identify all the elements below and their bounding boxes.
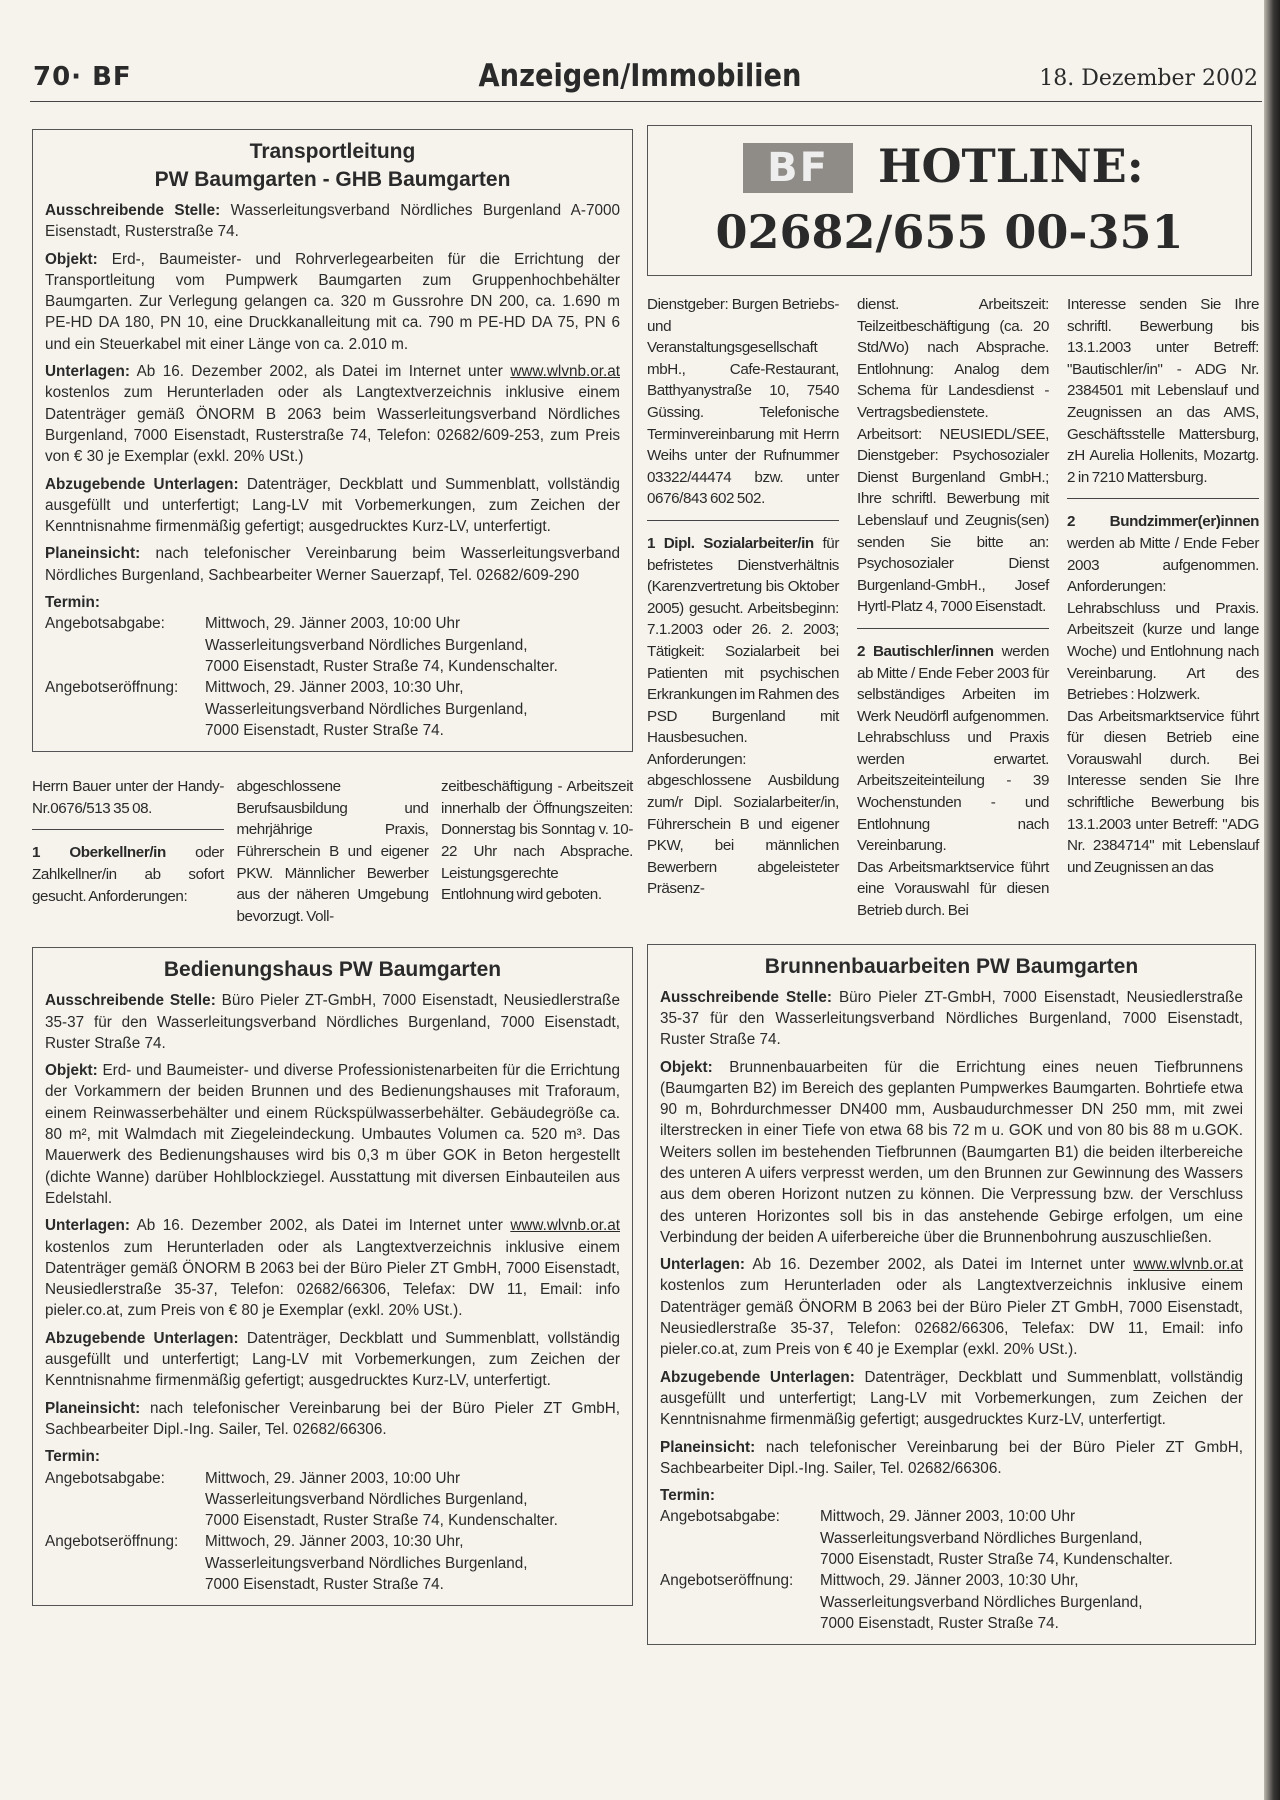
section-label: Abzugebende Unterlagen: — [660, 1368, 855, 1386]
section-text: Datenträger, Deckblatt und Summenblatt, vollständig ausgefüllt und unterfertigt; Lang-LV mit Vorbemerkungen, zum Zeichen der Kenntnisnahme firmenmäßig gefertigt; ausgedrucktes Kurz-LV, unterfertigt. — [660, 1368, 1244, 1429]
classified-column — [237, 776, 429, 927]
section-label: Ausschreibende Stelle: — [45, 202, 221, 219]
termin-row — [45, 1531, 620, 1595]
termin-row — [660, 1506, 1243, 1570]
section-text: kostenlos zum Herunterladen oder als Langtextverzeichnis inklusive einem Datenträger gemäß ÖNORM B 2063 bei der Büro Pieler ZT GmbH, 7000 Eisenstadt, Neusiedlerstraße 35-37, Telefon: 02682/66306, Telefax: DW 11, Email: info pieler.co.at, zum Preis von € 80 je Exemplar (exkl. 20% USt.). — [45, 1238, 620, 1320]
website-link[interactable]: www.wlvnb.or.at — [510, 1217, 620, 1235]
termin-key: Angebotsabgabe: — [45, 1469, 165, 1487]
hotline-box — [647, 125, 1252, 276]
termin-row — [45, 613, 620, 677]
classified-column — [647, 294, 839, 900]
job-title: 2 Bautischler/innen — [857, 642, 994, 660]
ad-text: oder Zahlkellner/in ab sofort gesucht. Anforderungen: — [32, 844, 224, 905]
ad-section — [45, 1060, 620, 1209]
classified-ad — [32, 842, 224, 907]
ad-section — [45, 1328, 620, 1392]
termin-line: 7000 Eisenstadt, Ruster Straße 74, Kundenschalter. — [205, 1512, 558, 1530]
section-label: Objekt: — [45, 1062, 98, 1080]
divider-rule — [32, 829, 224, 830]
section-text: Ab 16. Dezember 2002, als Datei im Internet unter — [136, 363, 503, 381]
section-text: kostenlos zum Herunterladen oder als Langtextverzeichnis inklusive einem Datenträger gemäß ÖNORM B 2063 beim Wasserleitungsverband Nördliches Burgenland, 7000 Eisenstadt, Rusterstraße 74, Telefon: 02682/609-253, zum Preis von € 30 je Exemplar (exkl. 20% USt.) — [45, 384, 620, 466]
classified-column — [441, 776, 633, 906]
section-label: Abzugebende Unterlagen: — [45, 1329, 239, 1347]
divider-rule — [647, 520, 839, 521]
classifieds-row — [647, 294, 1259, 922]
termin-value — [820, 1570, 1143, 1634]
ad-title: Brunnenbauarbeiten PW Baumgarten — [764, 954, 1139, 978]
section-text: nach telefonischer Vereinbarung beim Wasserleitungsverband Nördliches Burgenland, Sachbearbeiter Werner Sauerzapf, Tel. 02682/609-290 — [45, 545, 621, 584]
hotline-number: 02682/655 00-351 — [715, 205, 1184, 259]
section-text: Ab 16. Dezember 2002, als Datei im Internet unter — [136, 1217, 503, 1235]
ad-text: Interesse senden Sie Ihre schriftl. Bewerbung bis 13.1.2003 unter Betreff: "Bautischler/in" - ADG Nr. 2384501 mit Lebenslauf und Zeugnissen an das AMS, Geschäftsstelle Mattersburg, zH Aurelia Hollenits, Mozartg. 2 in 7210 Mattersburg. — [1067, 296, 1259, 486]
section-text: kostenlos zum Herunterladen oder als Langtextverzeichnis inklusive einem Datenträger gemäß ÖNORM B 2063 bei der Büro Pieler ZT GmbH, 7000 Eisenstadt, Neusiedlerstraße 35-37, Telefon: 02682/66306, Telefax: DW 11, Email: info pieler.co.at, zum Preis von € 40 je Exemplar (exkl. 20% USt.). — [660, 1277, 1243, 1359]
section-text: Erd- und Baumeister- und diverse Professionistenarbeiten für die Errichtung der Vorkammern der beiden Brunnen und des Bedienungshauses mit Traforaum, einem Reinwasserbehälter und einem Rückspülwasserbehälter. Gebäudegröße ca. 80 m², mit Walmdach mit Ziegeleindeckung. Umbautes Volumen ca. 520 m³. Das Mauerwerk des Bedienungshauses wird bis 0,3 m über GOK in Beton hergestellt (dichte Wanne) darüber Hohlblockziegel. Ausstattung mit diversen Einbauteilen aus Edelstahl. — [45, 1062, 620, 1207]
ad-section — [45, 249, 620, 355]
section-label: Objekt: — [660, 1058, 713, 1076]
termin-key: Angebotsabgabe: — [660, 1508, 780, 1526]
termin-line: Mittwoch, 29. Jänner 2003, 10:00 Uhr — [205, 1469, 461, 1487]
termin-key: Angebotseröffnung: — [45, 1533, 179, 1551]
ad-section — [45, 543, 620, 586]
classified-column — [1067, 294, 1259, 878]
ad-title: Bedienungshaus PW Baumgarten — [163, 958, 502, 982]
termin-line: 7000 Eisenstadt, Ruster Straße 74, Kundenschalter. — [820, 1551, 1173, 1569]
section-label: Termin: — [45, 1448, 100, 1466]
termin-key: Angebotsabgabe: — [45, 615, 165, 633]
termin-line: Wasserleitungsverband Nördliches Burgenland, — [820, 1529, 1143, 1547]
section-label: Ausschreibende Stelle: — [660, 988, 832, 1006]
section-text: nach telefonischer Vereinbarung bei der Büro Pieler ZT GmbH, Sachbearbeiter Dipl.-Ing. Sailer, Tel. 02682/66306. — [45, 1399, 620, 1438]
termin-key: Angebotseröffnung: — [45, 679, 179, 697]
ad-section — [45, 1215, 620, 1321]
ad-section — [660, 1057, 1243, 1249]
ad-text: abgeschlossene Berufsausbildung und mehrjährige Praxis, Führerschein B und eigener PKW. Männlicher Bewerber aus der näheren Umgebung bevorzugt. Voll- — [236, 778, 429, 925]
classified-ad — [647, 294, 839, 510]
termin-value — [205, 613, 558, 677]
hotline-title: HOTLINE: — [878, 139, 1144, 193]
section-text: Wasserleitungsverband Nördliches Burgenland A-7000 Eisenstadt, Rusterstraße 74. — [45, 202, 620, 241]
job-title: 1 Oberkellner/in — [32, 844, 166, 862]
section-label: Planeinsicht: — [45, 1399, 141, 1417]
section-label: Unterlagen: — [45, 1217, 130, 1235]
section-label: Unterlagen: — [660, 1256, 745, 1274]
section-title: Anzeigen/Immobilien — [478, 58, 802, 94]
classified-ad — [237, 776, 429, 927]
section-label: Abzugebende Unterlagen: — [45, 475, 239, 493]
ad-text: für befristetes Dienstverhältnis (Karenzvertretung bis Oktober 2005) gesucht. Arbeitsbeginn: 7.1.2003 oder 26. 2. 2003; Tätigkeit: Sozialarbeit bei Patienten mit psychischen Erkrankungen im Rahmen des PSD Burgenland mit Hausbesuchen. Anforderungen: abgeschlossene Ausbildung zum/r Dipl. Sozialarbeiter/in, Führerschein B und eigener PKW, bei männlichen Bewerbern abgeleisteter Präsenz- — [647, 534, 839, 898]
termin-row — [660, 1570, 1243, 1634]
classified-ad — [1067, 706, 1259, 879]
termin-value — [820, 1506, 1173, 1570]
termin-label — [45, 1446, 620, 1467]
ad-text: zeitbeschäftigung - Arbeitszeit innerhalb der Öffnungszeiten: Donnerstag bis Sonntag v. 10-22 Uhr nach Absprache. Leistungsgerechte Entlohnung wird geboten. — [441, 778, 633, 904]
classifieds-row — [32, 776, 633, 927]
ad-title: PW Baumgarten - GHB Baumgarten — [154, 168, 511, 191]
classified-ad — [441, 776, 633, 906]
job-title: 1 Dipl. Sozialarbeiter/in — [647, 534, 814, 552]
section-text: Brunnenbauarbeiten für die Errichtung eines neuen Tiefbrunnens (Baumgarten B2) im Bereich des geplanten Pumpwerkes Baumgarten. Bohrtiefe etwa 90 m, Bohrdurchmesser DN400 mm, Ausbaudurchmesser DN 250 mm, mit zwei ilterstrecken in einer Tiefe von etwa 68 bis 72 m u. GOK und von 80 bis 88 m u.GOK. Weiters sollen im bestehenden Tiefbrunnen (Baumgarten B1) die beiden ilterbereiche des unteren A uifers verpresst werden, um den Brunnen zur Gewinnung des Wassers aus dem oberen Horizont nutzen zu können. Die Verpressung bzw. der Verschluss des unteren Horizontes soll bis in das anstehende Gebirge erfolgen, um eine Verbindung der beiden A uiferbereiche über die Brunnenbohrung auszuschließen. — [660, 1058, 1243, 1246]
termin-line: Wasserleitungsverband Nördliches Burgenland, — [205, 636, 528, 654]
ad-text: werden ab Mitte / Ende Feber 2003 aufgenommen. Anforderungen: Lehrabschluss und Praxis. Arbeitszeit (kurze und lange Woche) und Entlohnung nach Vereinbarung. Art des Betriebes : Holzwerk. — [1067, 534, 1259, 704]
website-link[interactable]: www.wlvnb.or.at — [1133, 1256, 1244, 1274]
termin-line: 7000 Eisenstadt, Ruster Straße 74. — [820, 1614, 1059, 1632]
ad-section — [660, 1254, 1243, 1360]
classified-ad — [32, 776, 224, 819]
ad-title: Transportleitung — [249, 140, 416, 163]
ad-text: Das Arbeitsmarktservice führt für diesen Betrieb eine Vorauswahl durch. Bei Interesse senden Sie Ihre schriftliche Bewerbung bis 13.1.2003 unter Betreff: "ADG Nr. 2384714" mit Lebenslauf und Zeugnissen an das — [1067, 707, 1259, 876]
issue-date: 18. Dezember 2002 — [1039, 66, 1258, 91]
termin-row — [45, 677, 620, 741]
termin-line: Wasserleitungsverband Nördliches Burgenland, — [820, 1593, 1143, 1611]
section-text: Datenträger, Deckblatt und Summenblatt, vollständig ausgefüllt und unterfertigt; Lang-LV mit Vorbemerkungen, zum Zeichen der Kenntnisnahme firmenmäßig gefertigt; ausgedrucktes Kurz-LV, unterfertigt. — [45, 475, 620, 536]
termin-line: 7000 Eisenstadt, Ruster Straße 74, Kundenschalter. — [205, 657, 558, 675]
section-text: Büro Pieler ZT-GmbH, 7000 Eisenstadt, Neusiedlerstraße 35-37 für den Wasserleitungsverband Nördliches Burgenland, 7000 Eisenstadt, Ruster Straße 74. — [660, 988, 1243, 1049]
termin-value — [205, 1468, 558, 1532]
classified-ad — [1067, 511, 1259, 705]
classified-column — [857, 294, 1049, 922]
section-label: Planeinsicht: — [45, 545, 141, 563]
right-column — [647, 125, 1260, 1645]
classified-ad — [1067, 294, 1259, 488]
section-label: Planeinsicht: — [660, 1438, 756, 1456]
termin-label — [660, 1485, 1243, 1506]
ad-section — [45, 1398, 620, 1441]
termin-label — [45, 592, 620, 613]
section-label: Unterlagen: — [45, 363, 130, 381]
classified-ad — [857, 641, 1049, 857]
ad-text: Herrn Bauer unter der Handy-Nr.0676/513 35 08. — [32, 778, 224, 817]
ad-section — [660, 1437, 1243, 1480]
page-number: 70· BF — [33, 62, 132, 92]
termin-row — [45, 1468, 620, 1532]
tender-ad-transportleitung — [32, 129, 633, 752]
page-binding-edge — [1264, 0, 1280, 1800]
termin-line: Wasserleitungsverband Nördliches Burgenland, — [205, 1554, 528, 1572]
ad-section — [660, 987, 1243, 1051]
classified-ad — [857, 857, 1049, 922]
termin-line: 7000 Eisenstadt, Ruster Straße 74. — [205, 1576, 444, 1593]
section-text: Büro Pieler ZT-GmbH, 7000 Eisenstadt, Neusiedlerstraße 35-37 für den Wasserleitungsverband Nördliches Burgenland, 7000 Eisenstadt, Ruster Straße 74. — [45, 992, 620, 1052]
ad-section — [45, 474, 620, 538]
termin-line: 7000 Eisenstadt, Ruster Straße 74. — [205, 721, 444, 739]
termin-line: Mittwoch, 29. Jänner 2003, 10:00 Uhr — [820, 1508, 1076, 1526]
termin-line: Wasserleitungsverband Nördliches Burgenland, — [205, 1490, 528, 1508]
section-label: Termin: — [45, 594, 100, 612]
header-rule — [30, 101, 1262, 102]
section-text: Erd-, Baumeister- und Rohrverlegearbeiten für die Errichtung der Transportleitung vom Pumpwerk Baumgarten zum Gruppenhochbehälter Baumgarten. Zur Verlegung gelangen ca. 320 m Gussrohre DN 200, ca. 1.690 m PE-HD DA 180, PN 10, eine Druckkanalleitung mit ca. 790 m PE-HD DA 75, PN 6 und ein Steuerkabel mit einer Länge von ca. 2.010 m. — [45, 250, 621, 353]
ad-text: Das Arbeitsmarktservice führt eine Vorauswahl für diesen Betrieb durch. Bei — [857, 858, 1049, 920]
ad-section — [45, 200, 620, 243]
classified-ad — [647, 533, 839, 900]
termin-value — [205, 677, 528, 741]
bf-logo: BF — [743, 143, 853, 193]
classified-ad — [857, 294, 1049, 618]
termin-line: Mittwoch, 29. Jänner 2003, 10:30 Uhr, — [205, 1533, 464, 1551]
divider-rule — [857, 628, 1049, 629]
job-title: 2 Bundzimmer(er)innen — [1067, 513, 1259, 531]
left-column — [32, 129, 633, 1606]
termin-key: Angebotseröffnung: — [660, 1572, 794, 1590]
classified-column — [32, 776, 224, 907]
termin-line: Wasserleitungsverband Nördliches Burgenland, — [205, 700, 528, 718]
ad-section — [660, 1367, 1243, 1431]
termin-line: Mittwoch, 29. Jänner 2003, 10:00 Uhr — [205, 615, 461, 633]
section-label: Objekt: — [45, 250, 98, 268]
ad-text: Dienstgeber: Burgen Betriebs- und Veranstaltungsgesellschaft mbH., Cafe-Restaurant, Batthyanystraße 10, 7540 Güssing. Telefonische Terminvereinbarung mit Herrn Weihs unter der Rufnummer 03322/44474 bzw. unter 0676/843 602 502. — [647, 296, 839, 508]
termin-line: Mittwoch, 29. Jänner 2003, 10:30 Uhr, — [205, 679, 464, 697]
ad-text: werden ab Mitte / Ende Feber 2003 für selbständiges Arbeiten im Werk Neudörfl aufgenommen. Lehrabschluss und Praxis werden erwartet. Arbeitszeiteinteilung - 39 Wochenstunden - und Entlohnung nach Vereinbarung. — [857, 642, 1049, 855]
section-label: Termin: — [660, 1487, 715, 1505]
termin-line: Mittwoch, 29. Jänner 2003, 10:30 Uhr, — [820, 1572, 1079, 1590]
divider-rule — [1067, 498, 1259, 499]
section-text: nach telefonischer Vereinbarung bei der Büro Pieler ZT GmbH, Sachbearbeiter Dipl.-Ing. Sailer, Tel. 02682/66306. — [660, 1438, 1243, 1477]
tender-ad-bedienungshaus — [32, 947, 633, 1606]
section-label: Ausschreibende Stelle: — [45, 992, 216, 1010]
section-text: Datenträger, Deckblatt und Summenblatt, vollständig ausgefüllt und unterfertigt; Lang-LV mit Vorbemerkungen, zum Zeichen der Kenntnisnahme firmenmäßig gefertigt; ausgedrucktes Kurz-LV, unterfertigt. — [45, 1329, 620, 1390]
ad-section — [45, 990, 620, 1054]
website-link[interactable]: www.wlvnb.or.at — [510, 363, 620, 381]
tender-ad-brunnenbau — [647, 944, 1256, 1646]
section-text: Ab 16. Dezember 2002, als Datei im Internet unter — [752, 1256, 1126, 1274]
ad-section — [45, 361, 620, 467]
ad-text: dienst. Arbeitszeit: Teilzeitbeschäftigung (ca. 20 Std/Wo) nach Absprache. Entlohnung: Analog dem Schema für Landesdienst - Vertragsbedienstete. Arbeitsort: NEUSIEDL/SEE, Dienstgeber: Psychosozialer Dienst Burgenland GmbH.; Ihre schriftl. Bewerbung mit Lebenslauf und Zeugnis(sen) senden Sie bitte an: Psychosozialer Dienst Burgenland-GmbH., Josef Hyrtl-Platz 4, 7000 Eisenstadt. — [857, 296, 1049, 616]
termin-value — [205, 1531, 528, 1595]
